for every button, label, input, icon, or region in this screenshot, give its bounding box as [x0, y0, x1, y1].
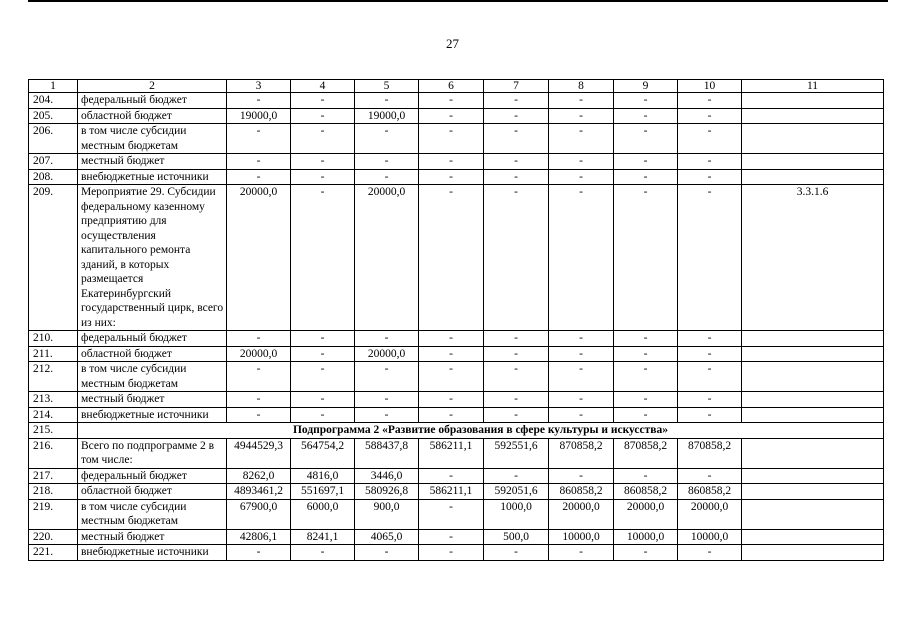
table-row — [29, 423, 884, 439]
row-name: местный бюджет — [78, 392, 227, 408]
value-cell: 870858,2 — [614, 438, 678, 468]
row-name: местный бюджет — [78, 154, 227, 170]
value-cell: - — [484, 392, 549, 408]
table-row — [29, 108, 884, 124]
value-cell: - — [484, 331, 549, 347]
value-cell: - — [419, 331, 484, 347]
table-row — [29, 331, 884, 347]
row-number: 214. — [29, 407, 78, 423]
col-header-3: 3 — [227, 80, 291, 93]
value-cell: - — [227, 169, 291, 185]
budget-table — [28, 79, 884, 561]
row-number: 208. — [29, 169, 78, 185]
value-cell: 1000,0 — [484, 499, 549, 529]
value-cell: - — [484, 545, 549, 561]
table-row — [29, 185, 884, 331]
value-cell: 20000,0 — [227, 185, 291, 331]
value-cell: - — [355, 407, 419, 423]
col-header-5: 5 — [355, 80, 419, 93]
target-index-cell — [742, 484, 884, 500]
value-cell: - — [419, 468, 484, 484]
value-cell: 860858,2 — [549, 484, 614, 500]
row-name: местный бюджет — [78, 529, 227, 545]
value-cell: 592051,6 — [484, 484, 549, 500]
table-row — [29, 468, 884, 484]
value-cell: - — [291, 185, 355, 331]
row-name: внебюджетные источники — [78, 545, 227, 561]
value-cell: - — [227, 124, 291, 154]
value-cell: - — [484, 407, 549, 423]
target-index-cell — [742, 529, 884, 545]
table-row — [29, 124, 884, 154]
value-cell: - — [355, 169, 419, 185]
row-number: 212. — [29, 362, 78, 392]
value-cell: - — [355, 392, 419, 408]
value-cell: - — [549, 331, 614, 347]
value-cell: - — [227, 545, 291, 561]
value-cell: 20000,0 — [355, 346, 419, 362]
value-cell: - — [484, 93, 549, 109]
value-cell: 551697,1 — [291, 484, 355, 500]
value-cell: 592551,6 — [484, 438, 549, 468]
value-cell: - — [678, 468, 742, 484]
table-row — [29, 346, 884, 362]
row-name: Мероприятие 29. Субсидии федеральному казенному предприятию для осуществления капитального ремонта зданий, в которых размещается Екатеринбургский государственный цирк, всего из них: — [78, 185, 227, 331]
value-cell: - — [614, 346, 678, 362]
table-row — [29, 169, 884, 185]
value-cell: - — [227, 407, 291, 423]
value-cell: 10000,0 — [678, 529, 742, 545]
value-cell: - — [614, 468, 678, 484]
col-header-9: 9 — [614, 80, 678, 93]
value-cell: 20000,0 — [227, 346, 291, 362]
value-cell: - — [549, 93, 614, 109]
value-cell: 8262,0 — [227, 468, 291, 484]
target-index-cell — [742, 331, 884, 347]
value-cell: - — [419, 362, 484, 392]
value-cell: - — [614, 108, 678, 124]
value-cell: - — [614, 169, 678, 185]
target-index-cell — [742, 169, 884, 185]
table-row — [29, 438, 884, 468]
value-cell: - — [419, 93, 484, 109]
row-number: 207. — [29, 154, 78, 170]
value-cell: - — [678, 407, 742, 423]
value-cell: - — [549, 392, 614, 408]
value-cell: - — [614, 154, 678, 170]
row-number: 219. — [29, 499, 78, 529]
col-header-1: 1 — [29, 80, 78, 93]
value-cell: - — [549, 362, 614, 392]
value-cell: - — [227, 331, 291, 347]
target-index-cell — [742, 438, 884, 468]
table-row — [29, 154, 884, 170]
target-index-cell — [742, 545, 884, 561]
target-index-cell: 3.3.1.6 — [742, 185, 884, 331]
row-number: 204. — [29, 93, 78, 109]
value-cell: 586211,1 — [419, 438, 484, 468]
value-cell: - — [355, 124, 419, 154]
value-cell: - — [419, 108, 484, 124]
row-name: областной бюджет — [78, 108, 227, 124]
value-cell: - — [419, 346, 484, 362]
value-cell: - — [291, 392, 355, 408]
value-cell: - — [549, 108, 614, 124]
value-cell: - — [355, 154, 419, 170]
value-cell: - — [291, 108, 355, 124]
row-number: 215. — [29, 423, 78, 439]
value-cell: 586211,1 — [419, 484, 484, 500]
row-number: 217. — [29, 468, 78, 484]
value-cell: - — [419, 169, 484, 185]
column-header-row — [29, 80, 884, 93]
value-cell: - — [614, 545, 678, 561]
value-cell: - — [291, 346, 355, 362]
value-cell: 4893461,2 — [227, 484, 291, 500]
row-name: Всего по подпрограмме 2 в том числе: — [78, 438, 227, 468]
value-cell: - — [291, 545, 355, 561]
row-name: областной бюджет — [78, 484, 227, 500]
value-cell: - — [291, 93, 355, 109]
page-number: 27 — [446, 36, 459, 51]
value-cell: - — [678, 185, 742, 331]
row-number: 210. — [29, 331, 78, 347]
value-cell: - — [678, 154, 742, 170]
row-name: в том числе субсидии местным бюджетам — [78, 362, 227, 392]
target-index-cell — [742, 362, 884, 392]
value-cell: - — [549, 169, 614, 185]
value-cell: - — [614, 124, 678, 154]
row-number: 216. — [29, 438, 78, 468]
value-cell: - — [549, 154, 614, 170]
row-name: внебюджетные источники — [78, 407, 227, 423]
row-number: 205. — [29, 108, 78, 124]
col-header-4: 4 — [291, 80, 355, 93]
value-cell: - — [291, 154, 355, 170]
value-cell: 564754,2 — [291, 438, 355, 468]
value-cell: 500,0 — [484, 529, 549, 545]
value-cell: - — [484, 362, 549, 392]
col-header-7: 7 — [484, 80, 549, 93]
value-cell: 19000,0 — [227, 108, 291, 124]
value-cell: - — [484, 154, 549, 170]
table-row — [29, 93, 884, 109]
value-cell: - — [614, 362, 678, 392]
value-cell: - — [549, 124, 614, 154]
value-cell: - — [549, 346, 614, 362]
table-row — [29, 392, 884, 408]
value-cell: - — [419, 154, 484, 170]
value-cell: - — [678, 392, 742, 408]
value-cell: - — [614, 392, 678, 408]
target-index-cell — [742, 124, 884, 154]
target-index-cell — [742, 468, 884, 484]
target-index-cell — [742, 407, 884, 423]
value-cell: 19000,0 — [355, 108, 419, 124]
value-cell: - — [614, 407, 678, 423]
value-cell: 588437,8 — [355, 438, 419, 468]
value-cell: - — [419, 392, 484, 408]
value-cell: - — [419, 407, 484, 423]
value-cell: 8241,1 — [291, 529, 355, 545]
value-cell: - — [484, 468, 549, 484]
value-cell: - — [227, 362, 291, 392]
value-cell: - — [419, 499, 484, 529]
table-row — [29, 484, 884, 500]
row-name: областной бюджет — [78, 346, 227, 362]
value-cell: - — [678, 124, 742, 154]
value-cell: - — [355, 362, 419, 392]
target-index-cell — [742, 154, 884, 170]
target-index-cell — [742, 93, 884, 109]
value-cell: - — [484, 108, 549, 124]
value-cell: - — [484, 124, 549, 154]
value-cell: 870858,2 — [678, 438, 742, 468]
table-row — [29, 529, 884, 545]
value-cell: - — [614, 185, 678, 331]
value-cell: - — [678, 346, 742, 362]
value-cell: - — [678, 108, 742, 124]
col-header-2: 2 — [78, 80, 227, 93]
value-cell: 10000,0 — [614, 529, 678, 545]
target-index-cell — [742, 346, 884, 362]
row-name: в том числе субсидии местным бюджетам — [78, 499, 227, 529]
table-row — [29, 545, 884, 561]
table-row — [29, 362, 884, 392]
value-cell: - — [678, 93, 742, 109]
value-cell: - — [419, 124, 484, 154]
value-cell: - — [549, 407, 614, 423]
row-name: федеральный бюджет — [78, 331, 227, 347]
row-number: 218. — [29, 484, 78, 500]
value-cell: 42806,1 — [227, 529, 291, 545]
value-cell: - — [291, 407, 355, 423]
value-cell: 20000,0 — [549, 499, 614, 529]
value-cell: 860858,2 — [678, 484, 742, 500]
value-cell: - — [227, 93, 291, 109]
value-cell: - — [484, 346, 549, 362]
row-number: 220. — [29, 529, 78, 545]
row-name: внебюджетные источники — [78, 169, 227, 185]
subprogram-header: Подпрограмма 2 «Развитие образования в сфере культуры и искусства» — [78, 423, 884, 439]
value-cell: - — [291, 331, 355, 347]
value-cell: - — [549, 545, 614, 561]
value-cell: 870858,2 — [549, 438, 614, 468]
value-cell: - — [419, 545, 484, 561]
value-cell: - — [549, 468, 614, 484]
value-cell: 4816,0 — [291, 468, 355, 484]
value-cell: - — [484, 185, 549, 331]
value-cell: - — [291, 362, 355, 392]
value-cell: 10000,0 — [549, 529, 614, 545]
top-rule — [28, 0, 888, 2]
row-number: 209. — [29, 185, 78, 331]
value-cell: 6000,0 — [291, 499, 355, 529]
value-cell: 20000,0 — [614, 499, 678, 529]
row-name: в том числе субсидии местным бюджетам — [78, 124, 227, 154]
row-number: 221. — [29, 545, 78, 561]
value-cell: - — [484, 169, 549, 185]
value-cell: - — [227, 392, 291, 408]
value-cell: - — [678, 331, 742, 347]
value-cell: - — [291, 124, 355, 154]
table-row — [29, 407, 884, 423]
value-cell: - — [419, 185, 484, 331]
value-cell: 4065,0 — [355, 529, 419, 545]
value-cell: - — [355, 331, 419, 347]
value-cell: - — [291, 169, 355, 185]
value-cell: 860858,2 — [614, 484, 678, 500]
value-cell: - — [227, 154, 291, 170]
value-cell: 900,0 — [355, 499, 419, 529]
col-header-11: 11 — [742, 80, 884, 93]
col-header-8: 8 — [549, 80, 614, 93]
value-cell: 67900,0 — [227, 499, 291, 529]
row-name: федеральный бюджет — [78, 468, 227, 484]
value-cell: 20000,0 — [678, 499, 742, 529]
value-cell: - — [678, 362, 742, 392]
value-cell: - — [678, 545, 742, 561]
value-cell: - — [614, 331, 678, 347]
row-number: 211. — [29, 346, 78, 362]
value-cell: - — [355, 545, 419, 561]
col-header-6: 6 — [419, 80, 484, 93]
value-cell: - — [678, 169, 742, 185]
value-cell: 20000,0 — [355, 185, 419, 331]
row-number: 213. — [29, 392, 78, 408]
target-index-cell — [742, 392, 884, 408]
row-name: федеральный бюджет — [78, 93, 227, 109]
value-cell: - — [355, 93, 419, 109]
table-row — [29, 499, 884, 529]
target-index-cell — [742, 499, 884, 529]
value-cell: 3446,0 — [355, 468, 419, 484]
row-number: 206. — [29, 124, 78, 154]
target-index-cell — [742, 108, 884, 124]
value-cell: - — [419, 529, 484, 545]
value-cell: 580926,8 — [355, 484, 419, 500]
value-cell: - — [549, 185, 614, 331]
value-cell: - — [614, 93, 678, 109]
value-cell: 4944529,3 — [227, 438, 291, 468]
col-header-10: 10 — [678, 80, 742, 93]
